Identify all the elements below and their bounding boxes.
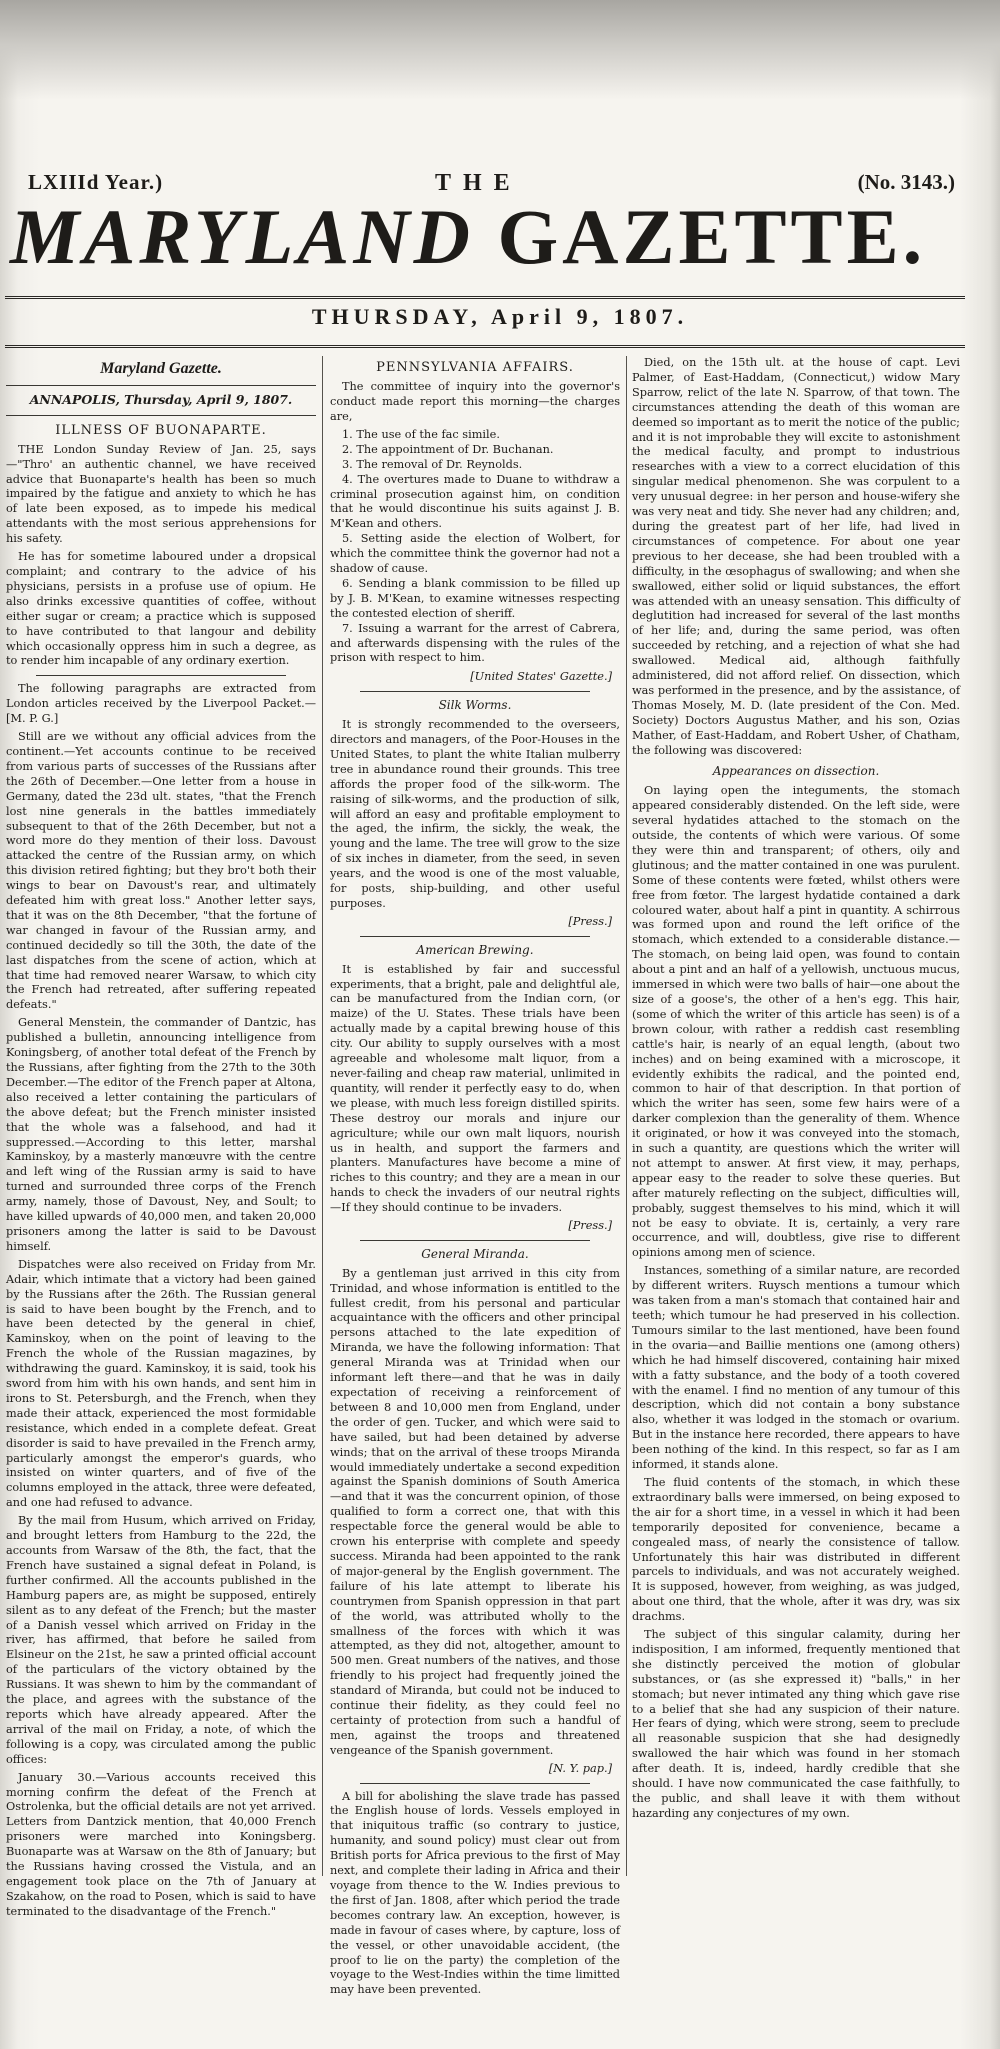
article-rule xyxy=(360,936,590,937)
article-paragraph: General Menstein, the commander of Dantzic, has published a bulletin, announcing intelligence from Koningsberg, of another total defeat of the French by the Russians, after fighting from the 27th to the 30th December.—The editor of the French paper at Altona, also received a letter containing the particulars of the above defeat; but the French minister insisted that the whole was a falsehood, and had it suppressed.—According to this letter, marshal Kaminskoy, by a masterly manœuvre with the centre and left wing of the Russian army is said to have turned and surrounded three corps of the French army, namely, those of Davoust, Ney, and Soult; to have killed upwards of 40,000 men, and taken 20,000 prisoners among the latter is said to be Davoust himself. xyxy=(6,1016,316,1253)
conclusion-text: The subject of this singular calamity, during her indisposition, I am informed, frequently mentioned that she distinctly perceived the motion of globular substances, or (as she expressed it) "balls," in her stomach; but never intimated any thing which gave rise to a belief that she had any suspicion of their nature. Her fears of dying, which were strong, seem to preclude all reasonable suspicion that she had designedly swallowed the hair which was found in her stomach after death. It is, indeed, hardly credible that she should. I have now communicated the case faithfully, to the public, and shall leave it with them without hazarding any conjectures of my own. xyxy=(632,1628,960,1820)
title-gazette: GAZETTE. xyxy=(497,193,927,280)
brewing-text: It is established by fair and successful experiments, that a bright, pale and delightful ale, can be manufactured from the Indian corn, (or maize) of the U. States. These trials have been actually made by a capital brewing house of this city. Our ability to supply ourselves with a most agreeable and wholesome malt liquor, from a never-failing and cheap raw material, unlimited in quantity, will render it perfectly easy to do, when we please, with much less foreign distilled spirits. These destroy our morals and injure our agriculture; while our own malt liquors, nourish us in health, and support the farmers and planters. Manufactures have become a mine of riches to this country; and they are a mean in our hands to check the invaders of our neutral rights—If they should continue to be invaders. xyxy=(330,962,620,1215)
charge-item: 1. The use of the fac simile. xyxy=(342,427,500,441)
dissection-heading: Appearances on dissection. xyxy=(712,764,880,779)
silk-worms-text: It is strongly recommended to the overseers, directors and managers, of the Poor-Houses in the United States, to plant the white Italian mulberry tree in abundance round their grounds. This tree affords the proper food of the silk-worm. The raising of silk-worms, and the production of silk, will afford an easy and profitable employment to the aged, the infirm, the sickly, the weak, the young and the lame. The tree will grow to the size of six inches in diameter, from the seed, in seven years, and the wood is one of the most valuable, for posts, ship-building, and other useful purposes. xyxy=(330,718,620,910)
masthead-rule-top xyxy=(5,296,965,299)
column-divider-2 xyxy=(626,356,627,1876)
title-maryland: MARYLAND xyxy=(10,193,474,280)
article-rule xyxy=(36,675,286,676)
charge-item: 5. Setting aside the election of Wolbert, for which the committee think the governor had not a shadow of cause. xyxy=(330,532,620,576)
article-paragraph: By the mail from Husum, which arrived on Friday, and brought letters from Hamburg to the 22d, the accounts from Warsaw of the 8th, the fact, that the French have sustained a signal defeat in Poland, is further confirmed. All the accounts published in the Hamburg papers are, as might be supposed, entirely silent as to any defeat of the French; but the master of a Danish vessel which arrived on Friday in the river, has affirmed, that before he sailed from Elsineur on the 21st, he saw a printed official account of the particulars of the victory obtained by the Russians. It was shewn to him by the commandant of the place, and agrees with the substance of the reports which have already appeared. After the arrival of the mail on Friday, a note, of which the following is a copy, was circulated among the public offices: xyxy=(6,1514,316,1766)
issue-number: (No. 3143.) xyxy=(857,170,955,194)
masthead-rule-bottom xyxy=(5,345,965,348)
article-heading: ILLNESS OF BUONAPARTE. xyxy=(55,422,267,438)
column-divider-1 xyxy=(322,356,323,1876)
article-paragraph: Still are we without any official advices from the continent.—Yet accounts continue to be received from various parts of successes of the Russians after the 26th of December.—One letter from a house in Germany, dated the 23d ult. states, "that the French lost nine generals in the battles immediately subsequent to that of the 26th December, but not a word more do they mention of their loss. Davoust attacked the centre of the Russian army, on which this division retired fighting; but they bro't both their wings to bear on Davoust's rear, and ultimately defeated him with great loss." Another letter says, that it was on the 8th December, "that the fortune of war changed in favour of the Russian army, and continued decidedly so till the 30th, the date of the last dispatches from the scene of action, which at that time had removed nearer Warsaw, to which city the French had retreated, after suffering repeated defeats." xyxy=(6,730,316,1012)
article-paragraph: January 30.—Various accounts received this morning confirm the defeat of the French at Ostrolenka, but the official details are not yet arrived. Letters from Dantzick mention, that 40,000 French prisoners were marched into Koningsberg. Buonaparte was at Warsaw on the 8th of January; but the Russians having crossed the Vistula, and an engagement took place on the 7th of January at Szakahow, on the road to Posen, which is said to have terminated to the disadvantage of the French." xyxy=(6,1770,316,1918)
source-credit: [N. Y. pap.] xyxy=(548,1761,612,1775)
obituary-text: Died, on the 15th ult. at the house of capt. Levi Palmer, of East-Haddam, (Connecticut,) widow Mary Sparrow, relict of the late N. Sparrow, of that town. The circumstances attending the death of this woman are deemed so important as to merit the notice of the public; and it is not improbable they will excite to astonishment the medical faculty, and prompt to industrious researches with a view to a correct elucidation of this singular medical phenomenon. She was corpulent to a very unusual degree: in her person and house-wifery she was very neat and tidy. She never had any children; and, during the greatest part of her life, had lived in circumstances of competence. For about one year previous to her decease, she had been troubled with a difficulty, in the œsophagus of swallowing; and when she swallowed, either solid or liquid substances, the effort was attended with an uneasy sensation. This difficulty of deglutition had increased for several of the last months of her life; and, during the same period, was often succeeded by retching, and a rejection of what she had swallowed. Medical aid, although faithfully administered, did not afford relief. On dissection, which was performed in the presence, and by the assistance, of Thomas Mosely, M. D. (late president of the Con. Med. Society) Doctors Augustus Mather, and his son, Ozias Mather, of East-Haddam, and Robert Usher, of Chatham, the following was discovered: xyxy=(632,356,960,757)
slave-trade-text: A bill for abolishing the slave trade has passed the English house of lords. Vessels employed in that iniquitous traffic (so contrary to justice, humanity, and sound policy) must clear out from British ports for Africa previous to the first of May next, and complete their lading in Africa and their voyage from thence to the W. Indies previous to the first of Jan. 1808, after which period the trade becomes contrary law. An exception, however, is made in favour of cases where, by capture, loss of the vessel, or other unavoidable accident, (the proof to lie on the party) the completion of the voyage to the West-Indies within the time limitted may have been prevented. xyxy=(330,1789,620,1997)
volume-year: LXIIId Year.) xyxy=(28,170,164,194)
source-credit: [Press.] xyxy=(568,1219,612,1233)
article-paragraph: He has for sometime laboured under a dropsical complaint; and contrary to the advice of his physicians, persists in a profuse use of opium. He also drinks excessive quantities of coffee, without either sugar or cream; a practice which is supposed to have contributed to that langour and debility which occasionally oppress him in such a degree, as to render him incapable of any ordinary exertion. xyxy=(6,550,316,668)
article-rule xyxy=(360,1240,590,1241)
pennsylvania-heading: PENNSYLVANIA AFFAIRS. xyxy=(376,360,574,375)
charge-item: 7. Issuing a warrant for the arrest of Cabrera, and afterwards dispensing with the rules of the prison with respect to him. xyxy=(330,621,620,665)
fluid-contents-text: The fluid contents of the stomach, in which these extraordinary balls were immersed, on being exposed to the air for a short time, in a vessel in which it had been temporarily deposited for convenience, became a congealed mass, of nearly the consistence of tallow. Unfortunately this hair was distributed in different parcels to individuals, and was not accurately weighed. It is supposed, however, from weighing, as was judged, about one third, that the whole, after it was dry, was six drachms. xyxy=(632,1475,960,1624)
charge-item: 3. The removal of Dr. Reynolds. xyxy=(342,457,523,471)
article-paragraph: THE London Sunday Review of Jan. 25, says—"Thro' an authentic channel, we have received advice that Buonaparte's health has been so much impaired by the fatigue and anxiety to which he has of late been exposed, as to impede his medical attendants with the most serious apprehensions for his safety. xyxy=(6,442,316,546)
section-rule xyxy=(6,385,316,386)
dateline-rule xyxy=(6,415,316,416)
silk-worms-heading: Silk Worms. xyxy=(438,698,512,713)
column-1 xyxy=(6,356,316,2046)
charge-item: 4. The overtures made to Duane to withdraw a criminal prosecution against him, on condition that he would discontinue his suits against J. B. M'Kean and others. xyxy=(330,472,620,531)
source-credit: [United States' Gazette.] xyxy=(470,670,612,684)
source-credit: [Press.] xyxy=(568,914,612,928)
brewing-heading: American Brewing. xyxy=(416,942,534,957)
article-paragraph: The following paragraphs are extracted from London articles received by the Liverpool Packet.—[M. P. G.] xyxy=(6,682,316,726)
dissection-text: On laying open the integuments, the stomach appeared considerably distended. On the left side, were several hydatides attached to the stomach on the outside, the contents of which were various. Of some they were thin and transparent; of others, oily and glutinous; and the matter contained in one was purulent. Some of these contents were fœted, whilst others were free from fœtor. The largest hydatide contained a dark coloured water, about half a pint in quantity. A schirrous was formed upon and round the left orifice of the stomach, which extended to a considerable distance.—The stomach, on being laid open, was found to contain about a pint and an half of a yellowish, unctuous mucus, immersed in which were two balls of hair—one about the size of a goose's, the other of a hen's egg. This hair, (some of which the writer of this article has seen) is of a brown colour, with rather a reddish cast resembling cattle's hair, is nearly of an equal length, (about two inches) and on being examined with a microscope, it evidently exhibits the radical, and the pointed end, common to hair of that description. In that portion of which the writer has seen, some few hairs were of a darker complexion than the generality of them. Whence it originated, or how it was conveyed into the stomach, in such a quantity, are questions which the writer will not attempt to answer. At first view, it may, perhaps, appear easy to the reader to solve these queries. But after maturely reflecting on the subject, difficulties will, probably, suggest themselves to his mind, which it will not be easy to obviate. It is, certainly, a very rare occurrence, and will, doubtless, give rise to different opinions among men of science. xyxy=(632,784,960,1260)
article-paragraph: Dispatches were also received on Friday from Mr. Adair, which intimate that a victory had been gained by the Russians after the 26th. The Russian general is said to have been bought by the French, and to have been detected by the general in chief, Kaminskoy, when on the point of leaving to the French the whole of the Russian magazines, by withdrawing the guard. Kaminskoy, it is said, took his sword from him with his own hands, and sent him in irons to St. Petersburgh, and the French, when they made their attack, experienced the most formidable resistance, which ended in a complete defeat. Great disorder is said to have prevailed in the French army, particularly amongst the emperor's guards, who insisted on winter quarters, and of five of the columns employed in the attack, three were defeated, and one had refused to advance. xyxy=(6,1257,316,1510)
newspaper-title xyxy=(10,192,970,292)
miranda-heading: General Miranda. xyxy=(421,1246,529,1261)
article-rule xyxy=(360,691,590,692)
committee-intro: The committee of inquiry into the governor's conduct made report this morning—the charges are, xyxy=(330,380,620,423)
charges-list xyxy=(330,428,620,667)
charge-item: 2. The appointment of Dr. Buchanan. xyxy=(342,442,554,456)
masthead-the: THE xyxy=(435,170,522,196)
column-3 xyxy=(632,356,960,1856)
instances-text: Instances, something of a similar nature, are recorded by different writers. Ruysch mentions a tumour which was taken from a man's stomach that contained hair and teeth; which tumour he had preserved in his collection. Tumours similar to the last mentioned, have been found in the ovaria—and Baillie mentions one (among others) which he had himself discovered, containing hair mixed with a fatty substance, and the body of a tooth covered with the enamel. I find no mention of any tumour of this description, which did not contain a bony substance also, whether it was lodged in the stomach or ovarium. But in the instance here recorded, there appears to have been nothing of the kind. In this respect, so far as I am informed, it stands alone. xyxy=(632,1264,960,1472)
section-title: Maryland Gazette. xyxy=(100,360,222,377)
article-rule xyxy=(360,1783,590,1784)
dateline: THURSDAY, April 9, 1807. xyxy=(311,304,689,329)
local-dateline: ANNAPOLIS, Thursday, April 9, 1807. xyxy=(29,392,293,408)
charge-item: 6. Sending a blank commission to be filled up by J. B. M'Kean, to examine witnesses respecting the contested election of sheriff. xyxy=(330,576,620,620)
column-2 xyxy=(330,356,620,1997)
miranda-text: By a gentleman just arrived in this city from Trinidad, and whose information is entitled to the fullest credit, from his personal and particular acquaintance with the officers and other principal persons attached to the late expedition of Miranda, we have the following information: That general Miranda was at Trinidad when our informant left there—and that he was in daily expectation of receiving a reinforcement of between 8 and 10,000 men from England, under the order of gen. Tucker, and which were said to have sailed, but had been detained by adverse winds; that on the arrival of these troops Miranda would immediately undertake a second expedition against the Spanish dominions of South America—and that it was the concurrent opinion, of those qualified to form a correct one, that with this respectable force the general would be able to crown his enterprise with complete and speedy success. Miranda had been appointed to the rank of major-general by the English government. The failure of his late attempt to liberate his countrymen from Spanish oppression in that part of the world, was attributed wholly to the smallness of the forces with which it was attempted, as they did not, altogether, amount to 500 men. Great numbers of the natives, and those friendly to his project had frequently joined the standard of Miranda, but could not be induced to continue their fidelity, as they could feel no certainty of protection from such a handful of men, against the troops and threatened vengeance of the Spanish government. xyxy=(330,1266,620,1757)
